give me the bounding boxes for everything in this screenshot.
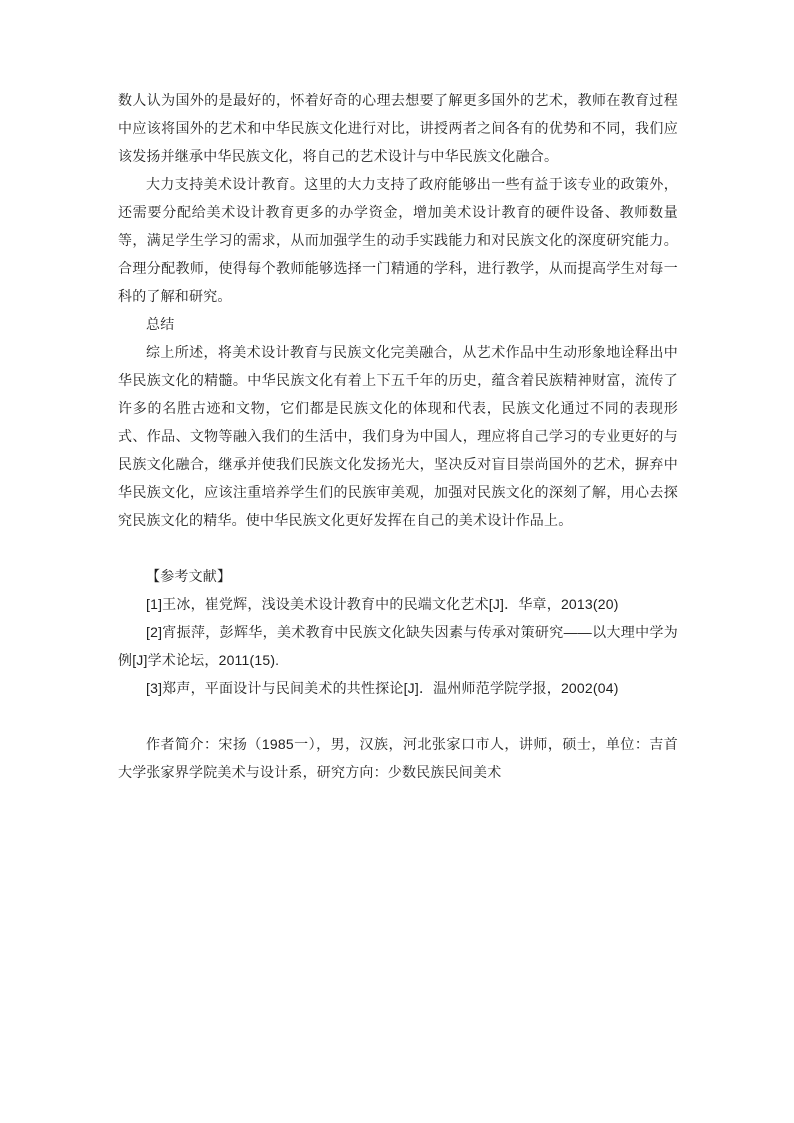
references-heading: 【参考文献】	[146, 568, 232, 584]
author-bio: 作者简介：宋扬（1985一），男，汉族，河北张家口市人，讲师，硕士，单位：吉首大学张家界学院美术与设计系，研究方向：少数民族民间美术	[118, 736, 678, 780]
reference-item: [2]宵振萍，彭辉华，美术教育中民族文化缺失因素与传承对策研究——以大理中学为例[J]学术论坛，2011(15).	[118, 624, 678, 668]
reference-item: [1]王冰，崔党辉，浅设美术设计教育中的民端文化艺术[J]．华章，2013(20)	[146, 596, 619, 612]
reference-item: [3]郑声，平面设计与民间美术的共性探论[J]．温州师范学院学报，2002(04)	[146, 680, 619, 696]
paragraph: 大力支持美术设计教育。这里的大力支持了政府能够出一些有益于该专业的政策外，还需要分配给美术设计教育更多的办学资金，增加美术设计教育的硬件设备、教师数量等，满足学生学习的需求，从而加强学生的动手实践能力和对民族文化的深度研究能力。合理分配教师，使得每个教师能够选择一门精通的学科，进行教学，从而提高学生对每一科的了解和研究。	[118, 176, 678, 304]
paragraph: 综上所述，将美术设计教育与民族文化完美融合，从艺术作品中生动形象地诠释出中华民族文化的精髓。中华民族文化有着上下五千年的历史，蕴含着民族精神财富，流传了许多的名胜古迹和文物，它们都是民族文化的体现和代表，民族文化通过不同的表现形式、作品、文物等融入我们的生活中，我们身为中国人，理应将自己学习的专业更好的与民族文化融合，继承并使我们民族文化发扬光大，坚决反对盲目崇尚国外的艺术，摒弃中华民族文化，应该注重培养学生们的民族审美观，加强对民族文化的深刻了解，用心去探究民族文化的精华。使中华民族文化更好发挥在自己的美术设计作品上。	[118, 344, 678, 528]
text-block	[118, 86, 678, 786]
paragraph-continuation: 数人认为国外的是最好的，怀着好奇的心理去想要了解更多国外的艺术，教师在教育过程中应该将国外的艺术和中华民族文化进行对比，讲授两者之间各有的优势和不同，我们应该发扬并继承中华民族文化，将自己的艺术设计与中华民族文化融合。	[118, 92, 678, 164]
section-heading: 总结	[146, 316, 175, 332]
